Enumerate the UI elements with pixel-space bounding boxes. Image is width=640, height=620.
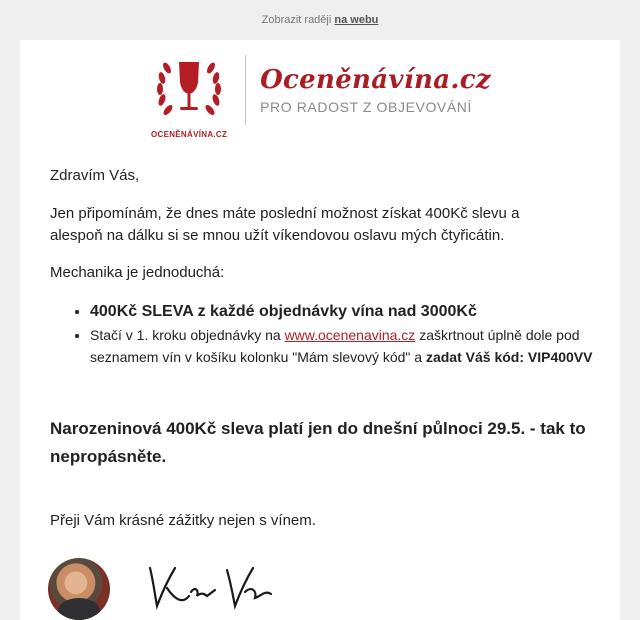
promo-code: zadat Váš kód: VIP400VV: [425, 349, 593, 365]
shop-link[interactable]: www.ocenenavina.cz: [284, 327, 416, 343]
instruction-text: Stačí v 1. kroku objednávky na: [90, 327, 285, 343]
brand-tagline: PRO RADOST Z OBJEVOVÁNÍ: [260, 99, 473, 115]
instruction-text-cont: zaškrtnout úplně dole pod seznamem vín v košíku kolonku "Mám slevový kód" a: [90, 327, 580, 365]
deadline-notice: Narozeninová 400Kč sleva platí jen do dnešní půlnoci 29.5. - tak to nepropásněte.: [50, 419, 586, 466]
view-online-bar: [0, 0, 640, 40]
mechanics-list: [50, 300, 595, 368]
logo-badge[interactable]: [149, 50, 229, 139]
list-item: [90, 324, 595, 368]
logo-small-text: OCENĚNÁVÍNA.CZ: [150, 130, 228, 139]
intro-paragraph: Jen připomínám, že dnes máte poslední možnost získat 400Kč slevu a alespoň na dálku si se mnou užít víkendovou oslavu mých čtyřicátin.: [50, 205, 520, 244]
brand-block: [260, 65, 491, 115]
list-item: [90, 300, 595, 324]
view-online-prefix: Zobrazit raději: [261, 14, 332, 26]
greeting: Zdravím Vás,: [50, 167, 140, 184]
signature-image: [145, 560, 275, 610]
wine-glass-laurel-icon: [149, 50, 229, 128]
avatar: [48, 558, 110, 620]
mechanics-intro: Mechanika je jednoduchá:: [50, 264, 225, 281]
closing-wish: Přeji Vám krásné zážitky nejen s vínem.: [50, 512, 316, 529]
view-online-link[interactable]: na webu: [334, 14, 379, 26]
email-card: [20, 40, 620, 620]
header-divider: [245, 55, 246, 125]
brand-name[interactable]: Oceněnávína.cz: [260, 65, 491, 95]
discount-headline: 400Kč SLEVA z každé objednávky vína nad 3000Kč: [90, 303, 477, 320]
avatar-shirt: [58, 598, 100, 620]
email-header: [20, 40, 620, 140]
